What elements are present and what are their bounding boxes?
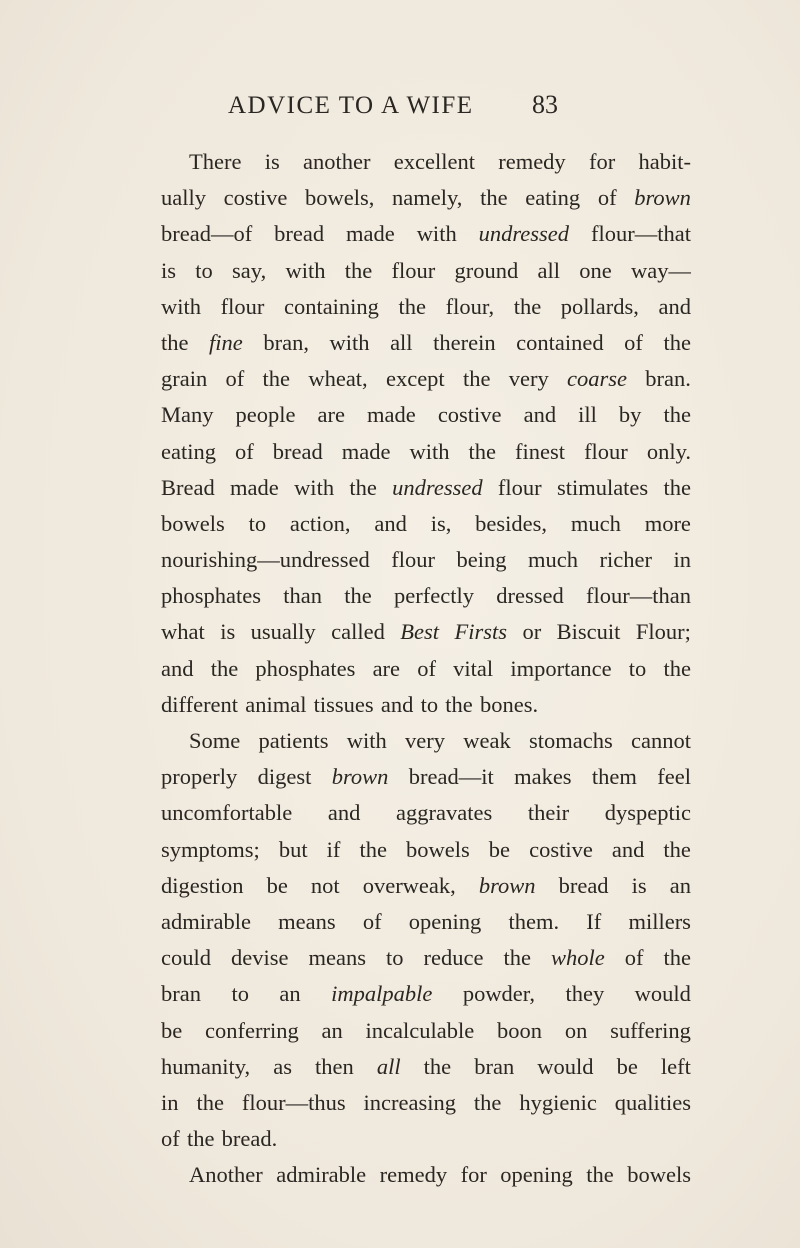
word: made xyxy=(346,221,395,247)
word: Some xyxy=(189,728,241,753)
text-line xyxy=(161,325,691,361)
text-line xyxy=(161,216,691,252)
word: and xyxy=(161,655,194,681)
text-line xyxy=(161,976,691,1012)
word: bowels, xyxy=(305,185,375,211)
text-line xyxy=(161,904,691,940)
word: and xyxy=(611,836,645,862)
word xyxy=(392,470,482,506)
word: bran xyxy=(474,1053,515,1079)
word: costive xyxy=(529,836,593,862)
text-line xyxy=(161,434,691,470)
word: of xyxy=(161,1126,180,1152)
word: weak xyxy=(463,728,511,753)
word: bowels xyxy=(627,1162,691,1188)
word: more xyxy=(644,510,691,536)
word: all xyxy=(390,329,413,355)
word xyxy=(377,1049,401,1085)
word: vital xyxy=(453,655,494,681)
word: Biscuit xyxy=(556,619,621,645)
word: flour—that xyxy=(590,221,691,247)
word: is xyxy=(220,619,236,645)
word: containing xyxy=(283,293,379,319)
word: with xyxy=(161,293,202,319)
word: ually xyxy=(161,185,206,211)
text-line xyxy=(161,759,691,795)
word: the xyxy=(663,945,691,971)
word: wheat, xyxy=(308,366,368,392)
word: with xyxy=(409,438,450,464)
word: way— xyxy=(630,257,691,283)
word: the xyxy=(344,583,372,609)
word: in xyxy=(673,547,691,573)
word: to xyxy=(248,510,267,536)
word: richer xyxy=(599,547,652,573)
word: makes xyxy=(514,764,572,790)
word: to xyxy=(195,257,213,283)
word xyxy=(479,216,569,252)
word: admirable xyxy=(276,1162,367,1188)
text-line xyxy=(161,578,691,614)
word: bowels xyxy=(161,510,225,536)
word: the xyxy=(359,836,387,862)
word: bread xyxy=(558,872,609,898)
word: very xyxy=(405,728,445,753)
word: ill xyxy=(578,402,597,428)
word: they xyxy=(565,981,605,1007)
word: the xyxy=(663,402,691,428)
word: contained xyxy=(516,329,604,355)
word: feel xyxy=(657,764,691,790)
word: being xyxy=(456,547,507,573)
word: made xyxy=(230,474,279,500)
word: bones. xyxy=(479,691,539,717)
word: much xyxy=(527,547,578,573)
word: of xyxy=(624,945,644,971)
word: besides, xyxy=(475,510,548,536)
word: very xyxy=(508,366,549,392)
italic-word: undressed xyxy=(478,221,570,247)
word: but xyxy=(278,836,308,862)
word: flour xyxy=(391,257,436,283)
word: of xyxy=(235,438,254,464)
word: Many xyxy=(161,402,214,428)
word: action, xyxy=(289,510,351,536)
word: increasing xyxy=(363,1089,456,1115)
word: the xyxy=(186,1126,215,1152)
word: would xyxy=(634,981,691,1007)
word: much xyxy=(570,510,621,536)
word: made xyxy=(341,438,391,464)
word: tissues xyxy=(313,691,374,717)
word: stomachs xyxy=(528,728,613,753)
italic-word: brown xyxy=(478,872,536,898)
italic-word: impalpable xyxy=(331,981,433,1007)
word: the xyxy=(462,366,491,392)
word: the xyxy=(513,293,542,319)
text-line xyxy=(161,1085,691,1121)
word: uncomfortable xyxy=(161,800,293,826)
word: properly xyxy=(161,764,238,790)
word: dyspeptic xyxy=(604,800,691,826)
text-line xyxy=(161,144,691,180)
word: the xyxy=(349,474,377,500)
word: as xyxy=(273,1053,292,1079)
text-line xyxy=(161,397,691,433)
word: to xyxy=(628,655,647,681)
word: an xyxy=(279,981,301,1007)
word: only. xyxy=(646,438,691,464)
word: dressed xyxy=(496,583,564,609)
word: and xyxy=(658,293,691,319)
word: of xyxy=(362,908,382,934)
word: different xyxy=(161,691,239,717)
italic-word: undressed xyxy=(392,474,483,500)
word: to xyxy=(385,945,404,971)
word xyxy=(479,868,536,904)
text-line xyxy=(161,1157,691,1193)
word: symptoms; xyxy=(161,836,260,862)
word: and xyxy=(523,402,557,428)
word: and xyxy=(327,800,361,826)
word: bread xyxy=(272,438,323,464)
word: for xyxy=(588,149,616,174)
word: is xyxy=(631,872,647,898)
italic-word: brown xyxy=(331,764,389,790)
word: to xyxy=(231,981,249,1007)
word: not xyxy=(310,872,340,898)
word: eating xyxy=(525,185,581,211)
word: the xyxy=(161,329,189,355)
word: say, xyxy=(232,257,267,283)
word: pollards, xyxy=(560,293,639,319)
word xyxy=(331,976,432,1012)
word: powder, xyxy=(462,981,536,1007)
italic-word: Firsts xyxy=(454,619,508,645)
word: stimulates xyxy=(556,474,649,500)
italic-word: brown xyxy=(634,185,691,211)
word: the xyxy=(196,1089,224,1115)
word: costive xyxy=(223,185,288,211)
word: animal xyxy=(245,691,307,717)
word: be xyxy=(161,1017,183,1043)
word: devise xyxy=(231,945,289,971)
word: bread—of xyxy=(161,221,253,247)
text-line xyxy=(161,687,691,723)
text-line xyxy=(161,506,691,542)
word: qualities xyxy=(614,1089,691,1115)
word: of xyxy=(225,366,245,392)
word: what xyxy=(161,619,205,645)
word: flour xyxy=(391,547,435,573)
word: namely, xyxy=(392,185,463,211)
word: them. xyxy=(508,908,560,934)
word: are xyxy=(372,655,401,681)
word xyxy=(332,759,389,795)
word: conferring xyxy=(205,1017,299,1043)
word: therein xyxy=(433,329,496,355)
word: another xyxy=(303,149,371,174)
text-line xyxy=(161,614,691,650)
word: bran xyxy=(161,981,201,1007)
word: with xyxy=(329,329,370,355)
word: people xyxy=(235,402,296,428)
word: the xyxy=(480,185,508,211)
word: bran. xyxy=(645,366,691,392)
italic-word: Best xyxy=(400,619,440,645)
word: and xyxy=(374,510,407,536)
word: If xyxy=(586,908,602,934)
text-line xyxy=(161,1049,691,1085)
word: the xyxy=(468,438,497,464)
word: opening xyxy=(408,908,482,934)
word xyxy=(400,614,439,650)
word: millers xyxy=(628,908,691,934)
word xyxy=(455,614,508,650)
word: usually xyxy=(250,619,316,645)
word xyxy=(209,325,243,361)
word: with xyxy=(346,728,387,753)
word: their xyxy=(527,800,570,826)
word: overweak, xyxy=(362,872,456,898)
text-line xyxy=(161,361,691,397)
word: bread—it xyxy=(408,764,494,790)
word: by xyxy=(618,402,642,428)
text-line xyxy=(161,470,691,506)
word: grain xyxy=(161,366,208,392)
word: patients xyxy=(258,728,329,753)
italic-word: fine xyxy=(209,329,243,355)
text-line xyxy=(161,1121,691,1157)
word: nourishing—undressed xyxy=(161,547,370,573)
word: in xyxy=(161,1089,179,1115)
word: the xyxy=(663,836,691,862)
word: the xyxy=(473,1089,502,1115)
word: an xyxy=(669,872,691,898)
word: and xyxy=(380,691,414,717)
word: them xyxy=(591,764,637,790)
word xyxy=(634,180,691,216)
word: the xyxy=(210,655,239,681)
word: on xyxy=(564,1017,588,1043)
word: be xyxy=(616,1053,638,1079)
word: the xyxy=(423,1053,452,1079)
word: costive xyxy=(437,402,502,428)
word: of xyxy=(417,655,436,681)
word: importance xyxy=(510,655,612,681)
word: one xyxy=(579,257,612,283)
word: cannot xyxy=(630,728,691,753)
word: all xyxy=(537,257,560,283)
word: the xyxy=(262,366,291,392)
word: the xyxy=(398,293,427,319)
word: flour xyxy=(584,438,628,464)
word: the xyxy=(445,691,473,717)
word: to xyxy=(420,691,439,717)
word: flour xyxy=(497,474,542,500)
word: ground xyxy=(454,257,519,283)
text-line xyxy=(161,542,691,578)
word: is xyxy=(161,257,177,283)
text-line xyxy=(161,180,691,216)
word: made xyxy=(367,402,416,428)
text-line xyxy=(161,1013,691,1049)
word: digestion xyxy=(161,872,244,898)
word: digest xyxy=(257,764,312,790)
italic-word: whole xyxy=(550,945,605,971)
word: reduce xyxy=(423,945,484,971)
word: or xyxy=(522,619,542,645)
page-number: 83 xyxy=(532,90,558,119)
word: hygienic xyxy=(519,1089,597,1115)
word: perfectly xyxy=(394,583,474,609)
word xyxy=(567,361,627,397)
word: the xyxy=(503,945,531,971)
text-line xyxy=(161,723,691,759)
word: bread xyxy=(274,221,325,247)
word: There xyxy=(189,149,242,174)
word: Another xyxy=(189,1162,263,1188)
word xyxy=(551,940,605,976)
word: bread. xyxy=(221,1126,278,1152)
running-title: ADVICE TO A WIFE xyxy=(228,92,474,119)
word: then xyxy=(315,1053,354,1079)
word: be xyxy=(488,836,511,862)
word: the xyxy=(586,1162,614,1188)
word: suffering xyxy=(610,1017,691,1043)
text-line xyxy=(161,868,691,904)
word: eating xyxy=(161,438,216,464)
word: phosphates xyxy=(255,655,356,681)
word: if xyxy=(326,836,341,862)
word: remedy xyxy=(379,1162,448,1188)
word: finest xyxy=(515,438,566,464)
word: habit- xyxy=(638,149,691,174)
word: is xyxy=(264,149,280,174)
word: Flour; xyxy=(635,619,691,645)
text-line xyxy=(161,940,691,976)
word: are xyxy=(317,402,346,428)
text-line xyxy=(161,832,691,868)
word: flour—thus xyxy=(241,1089,346,1115)
word: means xyxy=(278,908,336,934)
word: called xyxy=(331,619,385,645)
word: Bread xyxy=(161,474,215,500)
word: means xyxy=(308,945,366,971)
text-line xyxy=(161,795,691,831)
italic-word: all xyxy=(376,1053,401,1079)
word: boon xyxy=(497,1017,543,1043)
word: is, xyxy=(430,510,452,536)
text-line xyxy=(161,651,691,687)
word: would xyxy=(537,1053,594,1079)
word: opening xyxy=(500,1162,573,1188)
word: of xyxy=(624,329,643,355)
word: bran, xyxy=(263,329,309,355)
word: than xyxy=(283,583,323,609)
text-line xyxy=(161,253,691,289)
word: with xyxy=(416,221,457,247)
word: the xyxy=(663,655,691,681)
word: humanity, xyxy=(161,1053,251,1079)
word: left xyxy=(660,1053,691,1079)
word: phosphates xyxy=(161,583,261,609)
text-line xyxy=(161,289,691,325)
word: excellent xyxy=(393,149,475,174)
word: with xyxy=(294,474,335,500)
word: aggravates xyxy=(396,800,493,826)
word: flour xyxy=(220,293,265,319)
body-text xyxy=(161,144,691,1193)
italic-word: coarse xyxy=(567,366,628,392)
word: the xyxy=(663,329,691,355)
word: of xyxy=(597,185,617,211)
word: admirable xyxy=(161,908,251,934)
word: an xyxy=(321,1017,343,1043)
word: incalculable xyxy=(365,1017,475,1043)
word: the xyxy=(344,257,373,283)
word: could xyxy=(161,945,211,971)
word: except xyxy=(385,366,445,392)
word: be xyxy=(266,872,288,898)
word: with xyxy=(285,257,326,283)
word: flour—than xyxy=(586,583,691,609)
word: flour, xyxy=(445,293,495,319)
word: remedy xyxy=(498,149,566,174)
word: for xyxy=(460,1162,487,1188)
word: bowels xyxy=(405,836,470,862)
word: the xyxy=(663,474,691,500)
